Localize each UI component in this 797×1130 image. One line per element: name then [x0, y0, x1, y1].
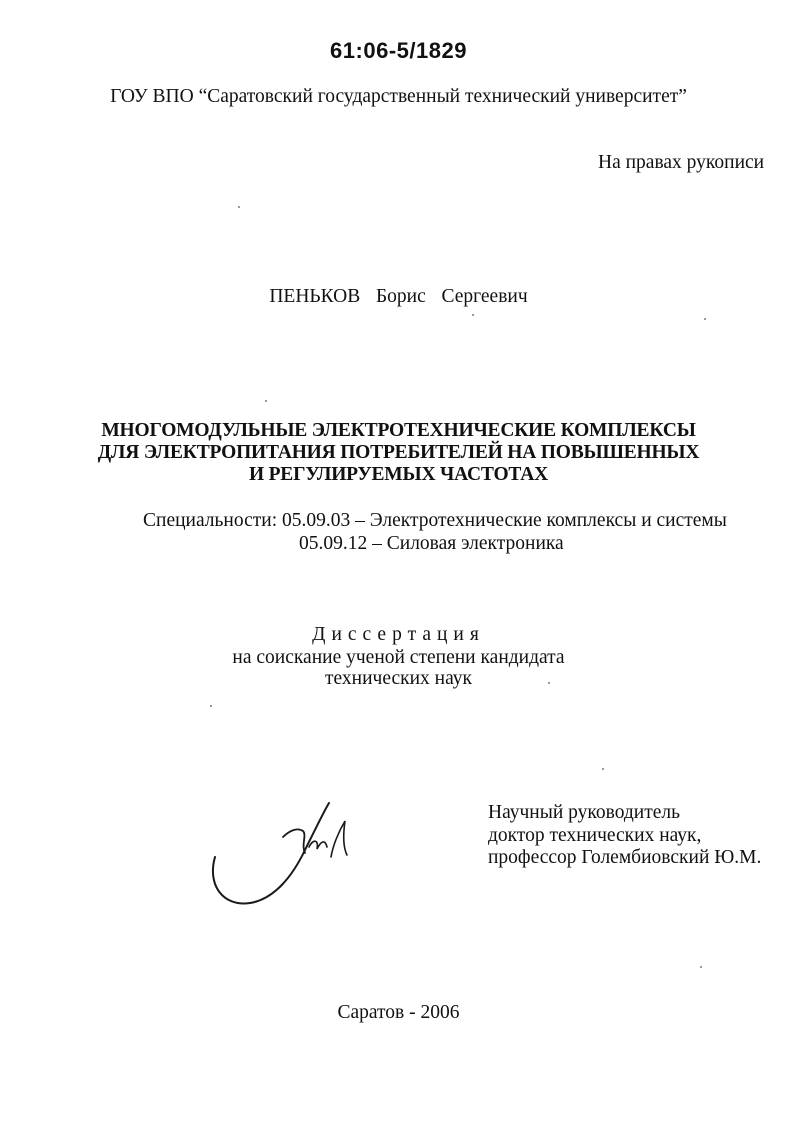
city-year: Саратов - 2006 — [337, 1002, 460, 1023]
supervisor-name: профессор Голембиовский Ю.М. — [488, 847, 762, 868]
catalog-code: 61:06-5/1829 — [330, 38, 467, 63]
scan-speck — [700, 966, 702, 968]
dissertation-title — [0, 420, 797, 486]
scan-speck — [210, 705, 212, 707]
scan-speck — [265, 400, 267, 402]
supervisor-role: Научный руководитель — [488, 802, 681, 823]
university-name: ГОУ ВПО “Саратовский государственный технический университет” — [110, 86, 687, 107]
specialty-line-1: Специальности: 05.09.03 – Электротехнические комплексы и системы — [143, 510, 727, 531]
scan-speck — [238, 206, 240, 208]
work-type: Диссертация — [312, 624, 485, 645]
specialty-line-2: 05.09.12 – Силовая электроника — [299, 533, 564, 554]
degree-line-2: технических наук — [324, 668, 472, 689]
scan-speck — [548, 682, 550, 684]
author-name: ПЕНЬКОВ Борис Сергеевич — [269, 286, 528, 307]
title-line-1: МНОГОМОДУЛЬНЫЕ ЭЛЕКТРОТЕХНИЧЕСКИЕ КОМПЛЕКСЫ — [101, 420, 696, 441]
manuscript-rights-note: На правах рукописи — [598, 152, 765, 173]
degree-line-1: на соискание ученой степени кандидата — [232, 647, 565, 668]
supervisor-degree: доктор технических наук, — [488, 825, 702, 846]
signature-mark — [205, 795, 365, 915]
scan-speck — [704, 318, 706, 320]
title-line-3: И РЕГУЛИРУЕМЫХ ЧАСТОТАХ — [248, 464, 549, 485]
scan-speck — [602, 768, 604, 770]
scan-speck — [472, 314, 474, 316]
title-line-2: ДЛЯ ЭЛЕКТРОПИТАНИЯ ПОТРЕБИТЕЛЕЙ НА ПОВЫШЕННЫХ — [97, 442, 700, 463]
